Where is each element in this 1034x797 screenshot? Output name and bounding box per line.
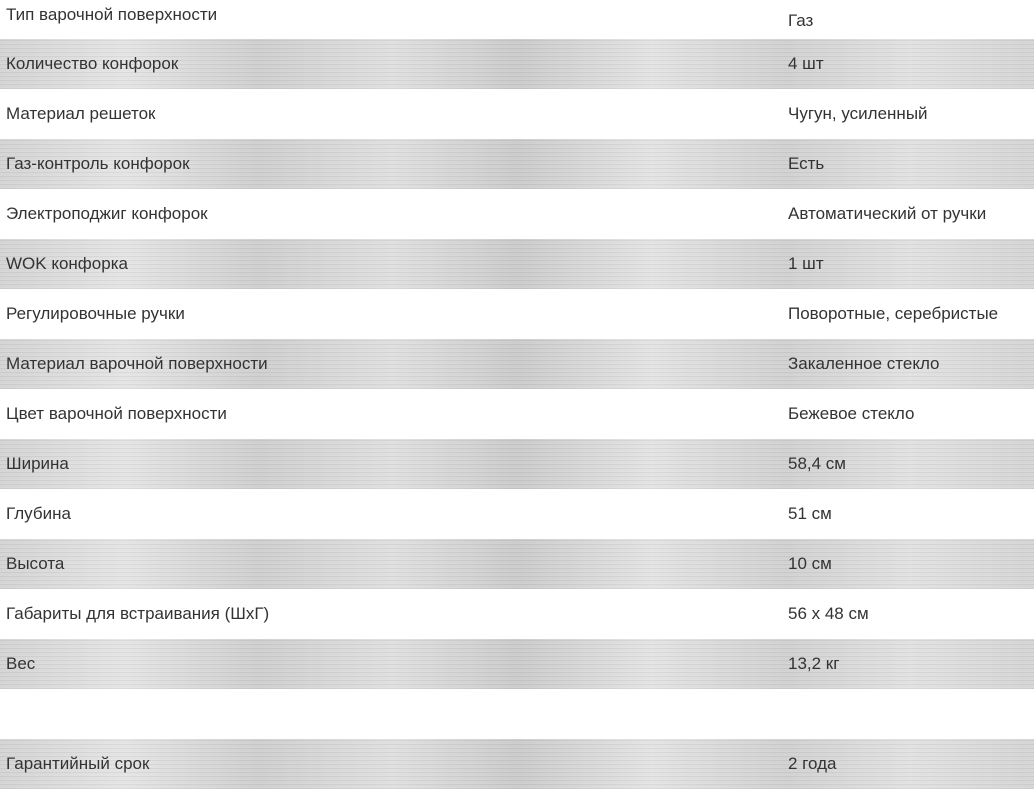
spacer-row	[0, 689, 1034, 739]
spec-label: Количество конфорок	[6, 54, 179, 73]
spec-label: Высота	[6, 554, 65, 573]
spec-row-width	[0, 439, 1034, 489]
spec-value: 58,4 см	[788, 454, 846, 473]
spec-label: Газ-контроль конфорок	[6, 154, 190, 173]
spec-row-burner-count	[0, 39, 1034, 89]
spec-value: Газ	[788, 11, 814, 30]
spec-value: 56 х 48 см	[788, 604, 869, 623]
spec-label: Вес	[6, 654, 36, 673]
spec-value: 1 шт	[788, 254, 824, 273]
spec-row-height	[0, 539, 1034, 589]
spec-row-surface-color	[0, 389, 1034, 439]
spec-row-grate-material	[0, 89, 1034, 139]
spec-row-hob-type	[0, 0, 1034, 39]
spec-label: Габариты для встраивания (ШхГ)	[6, 604, 270, 623]
spec-row-warranty	[0, 739, 1034, 789]
spec-value: Поворотные, серебристые	[788, 304, 999, 323]
spec-value: 4 шт	[788, 54, 824, 73]
spec-label: Гарантийный срок	[6, 754, 150, 773]
spec-label: WOK конфорка	[6, 254, 128, 273]
spec-value: 2 года	[788, 754, 837, 773]
spec-label: Тип варочной поверхности	[6, 5, 218, 24]
spec-label: Регулировочные ручки	[6, 304, 185, 323]
spec-value: Закаленное стекло	[788, 354, 940, 373]
spec-row-weight	[0, 639, 1034, 689]
spec-row-cutout-dimensions	[0, 589, 1034, 639]
spec-value: Бежевое стекло	[788, 404, 915, 423]
spec-value: Автоматический от ручки	[788, 204, 987, 223]
spec-row-gas-control	[0, 139, 1034, 189]
spec-value: 51 см	[788, 504, 832, 523]
spec-label: Материал варочной поверхности	[6, 354, 268, 373]
spec-row-control-knobs	[0, 289, 1034, 339]
spec-value: 10 см	[788, 554, 832, 573]
spec-label: Ширина	[6, 454, 69, 473]
spec-label: Цвет варочной поверхности	[6, 404, 227, 423]
spec-value: Чугун, усиленный	[788, 104, 928, 123]
spec-label: Материал решеток	[6, 104, 156, 123]
spec-row-depth	[0, 489, 1034, 539]
spec-row-surface-material	[0, 339, 1034, 389]
spec-label: Электроподжиг конфорок	[6, 204, 208, 223]
spec-value: 13,2 кг	[788, 654, 840, 673]
spec-label: Глубина	[6, 504, 71, 523]
spec-value: Есть	[788, 154, 825, 173]
spec-row-ignition	[0, 189, 1034, 239]
spec-row-wok-burner	[0, 239, 1034, 289]
